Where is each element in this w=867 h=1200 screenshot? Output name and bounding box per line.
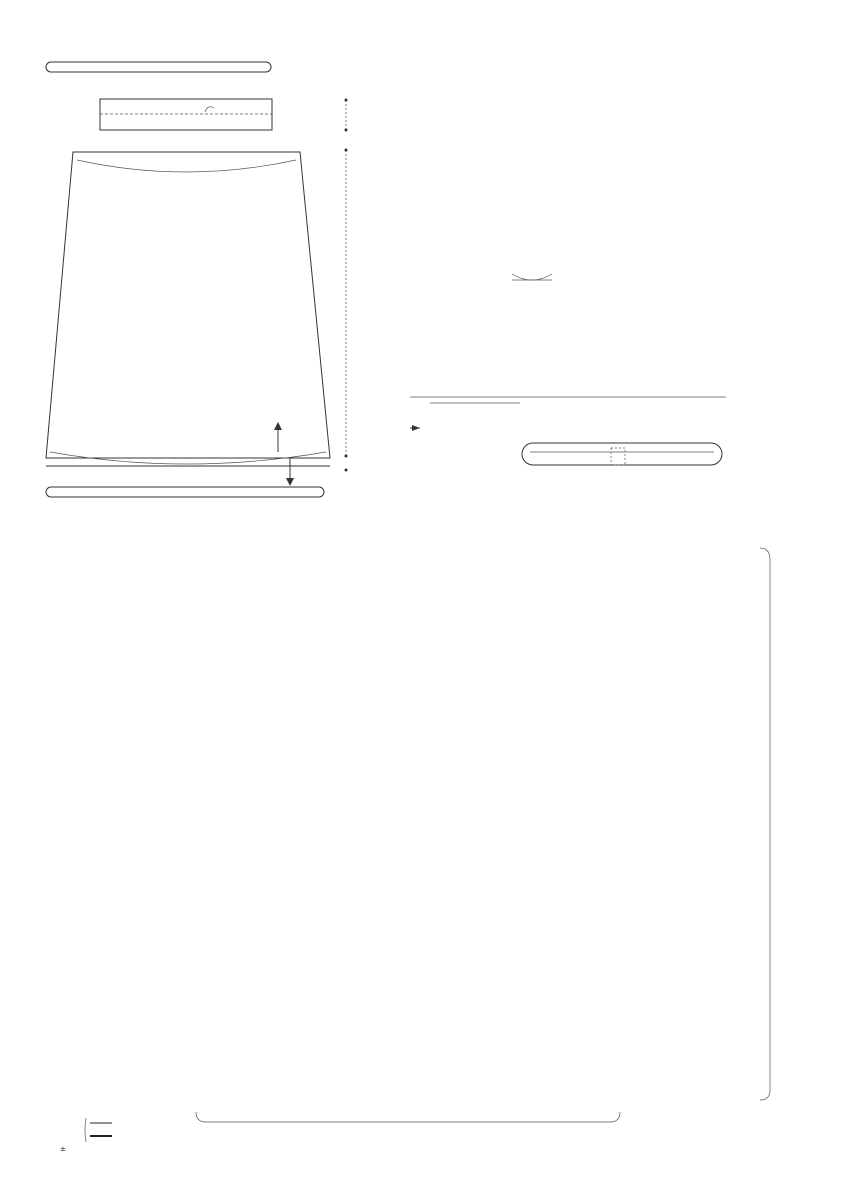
legend-symbol-note — [60, 1145, 66, 1153]
front-loop-sc-icon: ± — [60, 1145, 66, 1153]
